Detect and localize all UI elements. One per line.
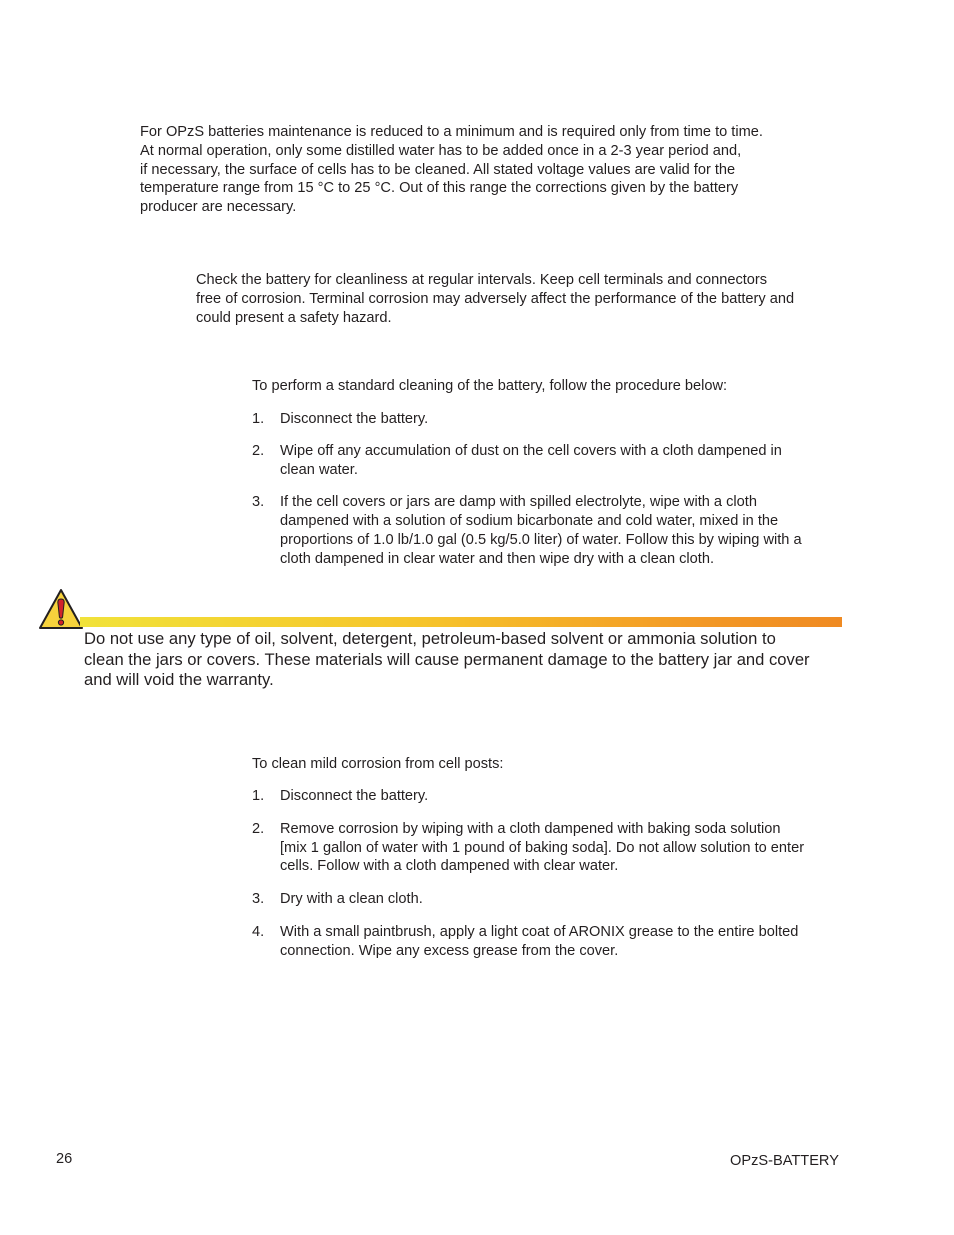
- page-number: 26: [56, 1151, 73, 1167]
- step-number: 2.: [252, 820, 265, 837]
- step-line: cells. Follow with a cloth dampened with clear water.: [280, 858, 619, 875]
- step-line: Remove corrosion by wiping with a cloth dampened with baking soda solution: [280, 820, 781, 837]
- step-line: Disconnect the battery.: [280, 788, 429, 804]
- step-line: [mix 1 gallon of water with 1 pound of baking soda]. Do not allow solution to enter: [280, 839, 805, 856]
- step-number: 1.: [252, 411, 265, 427]
- step-number: 3.: [252, 494, 265, 511]
- intro-line: For OPzS batteries maintenance is reduced to a minimum and is required only from time to time.: [140, 124, 763, 140]
- warning-triangle-icon: [38, 588, 84, 630]
- step-number: 3.: [252, 891, 265, 908]
- step-line: dampened with a solution of sodium bicarbonate and cold water, mixed in the: [280, 512, 779, 529]
- cleaning-step: [252, 493, 852, 568]
- step-line: With a small paintbrush, apply a light coat of ARONIX grease to the entire bolted: [280, 923, 799, 940]
- step-line: proportions of 1.0 lb/1.0 gal (0.5 kg/5.0 liter) of water. Follow this by wiping with a: [280, 531, 802, 548]
- warning-line: Do not use any type of oil, solvent, detergent, petroleum-based solvent or ammonia solution to: [84, 629, 776, 648]
- corrosion-step: [252, 787, 852, 806]
- step-line: If the cell covers or jars are damp with spilled electrolyte, wipe with a cloth: [280, 494, 757, 511]
- footer-title: OPzS-BATTERY: [730, 1153, 839, 1169]
- cleaning-step: [252, 410, 852, 429]
- intro-line: temperature range from 15 °C to 25 °C. Out of this range the corrections given by the battery: [140, 180, 739, 197]
- step-line: Disconnect the battery.: [280, 411, 429, 427]
- step-line: Wipe off any accumulation of dust on the cell covers with a cloth dampened in: [280, 443, 782, 460]
- corrosion-step: [252, 820, 852, 876]
- intro-line: producer are necessary.: [140, 199, 297, 216]
- step-line: connection. Wipe any excess grease from the cover.: [280, 942, 619, 959]
- intro-paragraph: [140, 123, 763, 217]
- cleanliness-line: could present a safety hazard.: [196, 309, 392, 326]
- cleaning-step: [252, 442, 852, 480]
- warning-line: and will void the warranty.: [84, 670, 274, 690]
- warning-bar: [80, 617, 842, 627]
- cleaning-lead: To perform a standard cleaning of the battery, follow the procedure below:: [252, 378, 728, 394]
- warning-text: [84, 629, 810, 691]
- corrosion-step: [252, 923, 852, 961]
- intro-line: At normal operation, only some distilled water has to be added once in a 2-3 year period and,: [140, 142, 742, 159]
- step-number: 4.: [252, 923, 265, 940]
- cleanliness-line: free of corrosion. Terminal corrosion may adversely affect the performance of the battery and: [196, 290, 795, 307]
- cleanliness-paragraph: [196, 271, 794, 327]
- step-line: Dry with a clean cloth.: [280, 891, 423, 908]
- step-number: 1.: [252, 788, 265, 804]
- warning-line: clean the jars or covers. These materials will cause permanent damage to the battery jar and cover: [84, 649, 810, 669]
- cleanliness-line: Check the battery for cleanliness at regular intervals. Keep cell terminals and connectors: [196, 272, 768, 288]
- step-number: 2.: [252, 443, 265, 460]
- corrosion-lead: To clean mild corrosion from cell posts:: [252, 756, 504, 772]
- intro-line: if necessary, the surface of cells has to be cleaned. All stated voltage values are valid for the: [140, 161, 736, 178]
- corrosion-step: [252, 890, 852, 909]
- corrosion-steps: [252, 787, 852, 961]
- step-line: clean water.: [280, 461, 358, 478]
- step-line: cloth dampened in clear water and then wipe dry with a clean cloth.: [280, 550, 715, 567]
- cleaning-steps: [252, 410, 852, 568]
